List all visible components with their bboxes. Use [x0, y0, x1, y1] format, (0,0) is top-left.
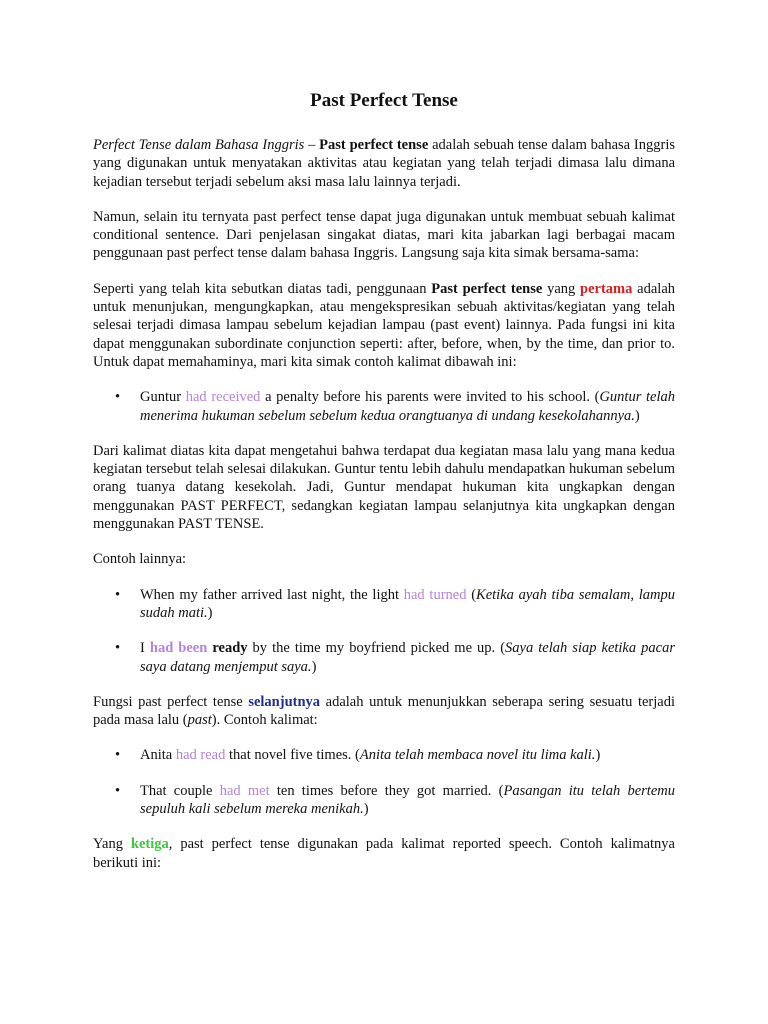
example-translation: Pasangan itu telah bertemu sepuluh kali sebelum mereka menikah.: [140, 782, 675, 818]
p3-mid: yang: [542, 280, 581, 297]
example-text: ): [634, 407, 640, 424]
example-list-2: [93, 586, 675, 676]
ordinal-ketiga: ketiga: [130, 836, 169, 853]
example-list-3: [93, 746, 675, 818]
p7-rest: , past perfect tense digunakan pada kalimat reported speech. Contoh kalimatnya berikuti ini:: [93, 836, 675, 871]
page-title: Past Perfect Tense: [310, 90, 458, 111]
intro-rest: adalah sebuah tense dalam bahasa Inggris yang digunakan untuk menyatakan aktivitas atau kegiatan yang telah terjadi dimasa lalu dimana kejadian tersebut terjadi sebelum aksi masa lalu lainnya terjadi.: [93, 137, 676, 190]
bullet-icon: •: [115, 389, 121, 406]
highlighted-verb: had turned: [403, 586, 467, 603]
intro-bold-term: Past perfect tense: [319, 137, 429, 153]
p7-lead: Yang: [93, 836, 131, 853]
example-text: That couple: [140, 782, 220, 799]
list-item: [93, 782, 675, 819]
paragraph-intro: [93, 136, 675, 191]
list-item: [93, 639, 675, 676]
example-text: a penalty before his parents were invited to his school. (: [260, 389, 600, 406]
p3-bold-term: Past perfect tense: [431, 280, 543, 297]
highlighted-verb: had read: [175, 747, 226, 764]
p3-lead: Seperti yang telah kita sebutkan diatas tadi, penggunaan: [93, 280, 432, 297]
paragraph-namun: Namun, selain itu ternyata past perfect tense dapat juga digunakan untuk membuat sebuah kalimat conditional sentence. Dari penjelasan singakat diatas, mari kita jabarkan lagi berbagai macam penggunaan past perfect tense dalam bahasa Inggris. Langsung saja kita simak bersama-sama:: [93, 208, 675, 262]
list-item: [93, 746, 675, 764]
example-text: I: [140, 640, 150, 657]
example-text: by the time my boyfriend picked me up. (: [247, 640, 506, 657]
example-text: When my father arrived last night, the light: [140, 586, 404, 603]
ordinal-selanjutnya: selanjutnya: [248, 693, 321, 710]
bullet-icon: •: [115, 782, 121, 799]
paragraph-ketiga: [93, 835, 675, 872]
ordinal-pertama: pertama: [580, 280, 633, 297]
list-item: [93, 586, 675, 623]
example-text: Guntur: [140, 389, 186, 406]
example-text: ): [311, 658, 317, 675]
bold-word: ready: [207, 640, 248, 657]
example-text: ten times before they got married. (: [269, 782, 504, 799]
bullet-icon: •: [115, 586, 121, 603]
p6-lead: Fungsi past perfect tense: [93, 693, 249, 710]
example-translation: Anita telah membaca novel itu lima kali.: [359, 747, 596, 764]
paragraph-explanation: Dari kalimat diatas kita dapat mengetahui bahwa terdapat dua kegiatan masa lalu yang mana kedua kegiatan tersebut telah selesai dilakukan. Guntur tentu lebih dahulu mendapatkan hukuman sebelum orang tuanya datang kesekolah. Jadi, Guntur mendapat hukuman kita ungkapkan dengan menggunakan PAST PERFECT, sedangkan kegiatan lampau selanjutnya kita ungkapkan dengan menggunakan PAST TENSE.: [93, 442, 675, 533]
list-item: [93, 388, 675, 425]
highlighted-verb: had received: [185, 389, 261, 406]
paragraph-contoh-lainnya: Contoh lainnya:: [93, 551, 187, 568]
example-list-1: [93, 388, 675, 425]
paragraph-selanjutnya: [93, 693, 675, 730]
p6-italic: past: [187, 712, 212, 729]
example-translation: Guntur telah menerima hukuman sebelum sebelum kedua orangtuanya di undang kesekolahannya.: [140, 389, 675, 424]
example-translation: Ketika ayah tiba semalam, lampu sudah mati.: [140, 586, 675, 621]
example-text: that novel five times. (: [225, 747, 360, 764]
paragraph-pertama: [93, 280, 675, 371]
intro-dash: –: [304, 137, 320, 153]
p3-rest: adalah untuk menunjukan, mengungkapkan, atau mengekspresikan sebuah aktivitas/kegiatan yang telah selesai terjadi dimasa lampau sebelum kejadian lampau (past event) lainnya. Pada fungsi ini kita dapat menggunakan subordinate conjunction seperti: after, before, when, by the time, dan prior to. Untuk dapat memahaminya, mari kita simak contoh kalimat dibawah ini:: [93, 280, 676, 370]
highlighted-verb: had met: [219, 782, 270, 799]
highlighted-verb: had been: [149, 640, 208, 657]
bullet-icon: •: [115, 640, 121, 657]
example-text: ): [595, 747, 601, 764]
p6-rest: ). Contoh kalimat:: [211, 712, 318, 729]
example-text: ): [207, 604, 213, 621]
example-text: Anita: [140, 747, 176, 764]
intro-italic: Perfect Tense dalam Bahasa Inggris: [93, 137, 305, 153]
bullet-icon: •: [115, 747, 121, 764]
example-translation: Saya telah siap ketika pacar saya datang menjemput saya.: [140, 640, 675, 675]
p6-mid: adalah untuk menunjukkan seberapa sering sesuatu terjadi pada masa lalu (: [93, 693, 675, 729]
example-text: ): [363, 801, 369, 818]
example-text: (: [466, 586, 477, 603]
